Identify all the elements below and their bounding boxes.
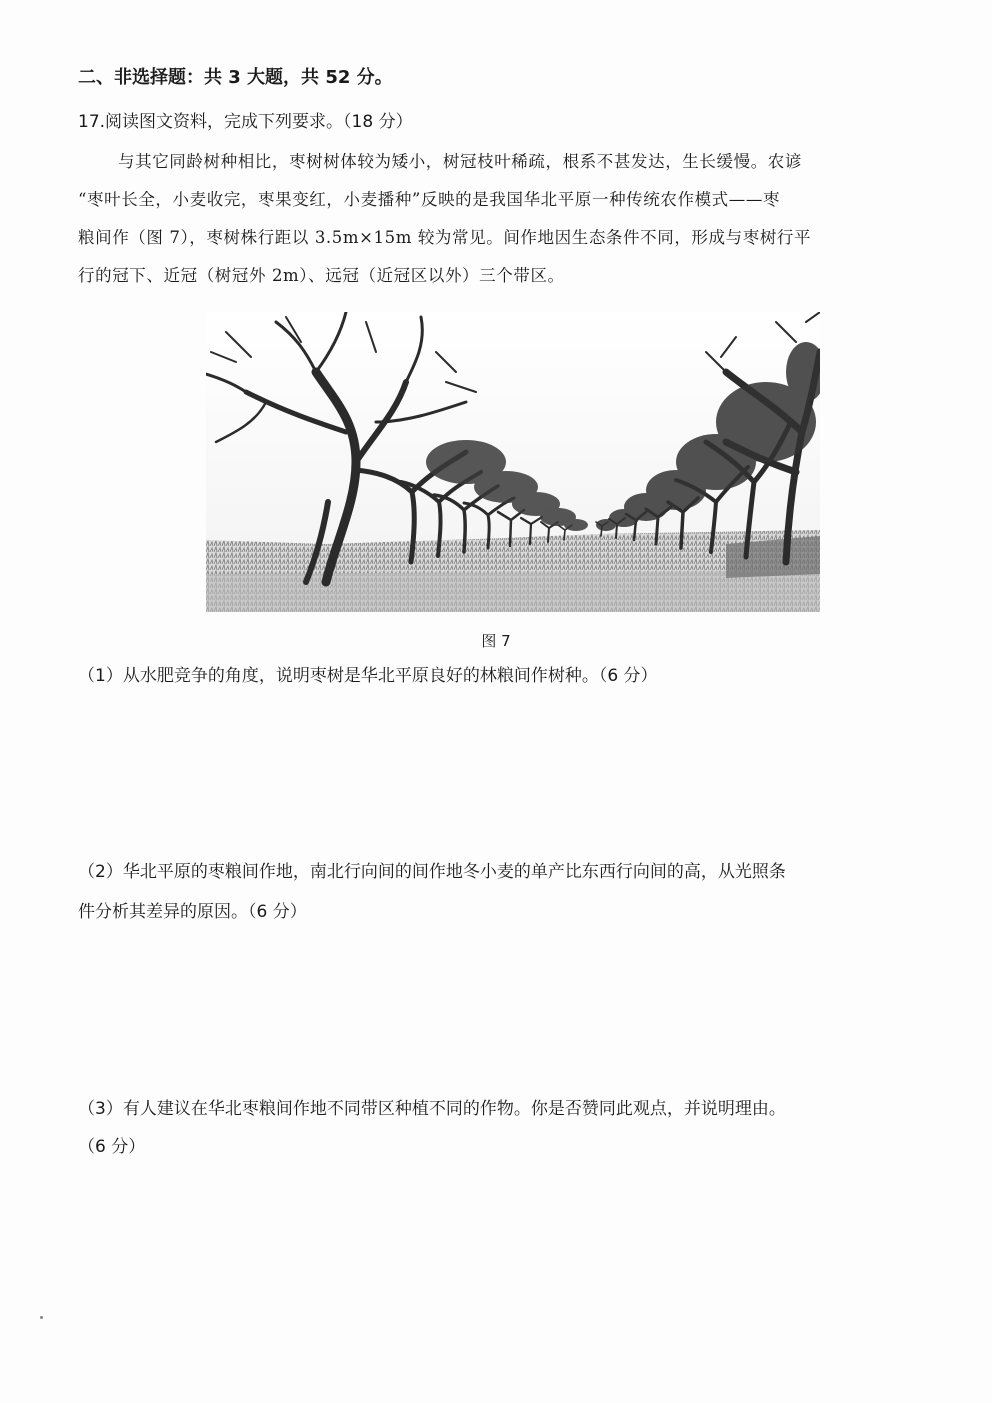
sub-question-3-line-1: （3）有人建议在华北枣粮间作地不同带区种植不同的作物。你是否赞同此观点，并说明理由。: [78, 1099, 786, 1119]
paragraph-line-2: “枣叶长全，小麦收完，枣果变红，小麦播种”反映的是我国华北平原一种传统农作模式——枣: [78, 190, 781, 209]
scan-speck: [40, 1316, 43, 1319]
paragraph-line-4: 行的冠下、近冠（树冠外 2m）、远冠（近冠区以外）三个带区。: [78, 266, 565, 285]
figure-caption: 图 7: [481, 632, 511, 650]
paragraph-line-1: 与其它同龄树种相比，枣树树体较为矮小，树冠枝叶稀疏，根系不甚发达，生长缓慢。农谚: [118, 152, 802, 171]
paragraph-line-3: 粮间作（图 7），枣树株行距以 3.5m×15m 较为常见。间作地因生态条件不同，形成与枣树行平: [78, 228, 812, 247]
sub-question-2-line-2: 件分析其差异的原因。（6 分）: [78, 902, 307, 922]
sub-question-1: （1）从水肥竞争的角度，说明枣树是华北平原良好的林粮间作树种。（6 分）: [78, 666, 658, 686]
section-title: 二、非选择题：共 3 大题，共 52 分。: [78, 67, 393, 88]
sub-question-2-line-1: （2）华北平原的枣粮间作地，南北行向间的间作地冬小麦的单产比东西行向间的高，从光照条: [78, 862, 786, 882]
figure-jujube-orchard-photo: [206, 312, 820, 612]
orchard-photo-illustration: [206, 312, 820, 612]
question-heading: 17.阅读图文资料，完成下列要求。（18 分）: [78, 112, 413, 132]
sub-question-3-line-2: （6 分）: [78, 1137, 146, 1157]
